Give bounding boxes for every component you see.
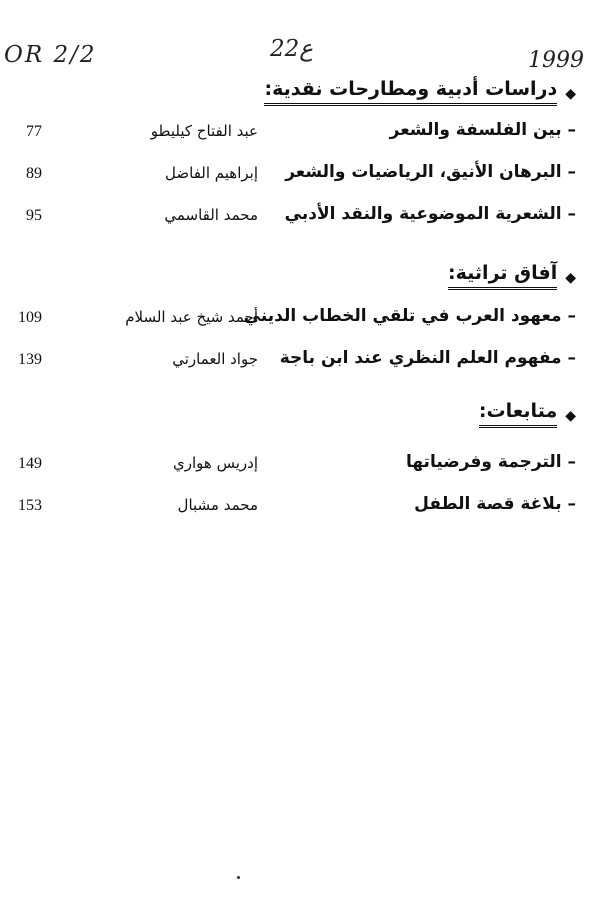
- section-heading-literary-studies: [264, 78, 576, 106]
- toc-entry[interactable]: [0, 204, 604, 234]
- entry-author: جواد العمارتي: [172, 350, 258, 368]
- entry-author: إبراهيم الفاضل: [165, 164, 258, 182]
- entry-author: محمد مشبال: [177, 496, 258, 514]
- entry-title: – بين الفلسفة والشعر: [389, 120, 576, 140]
- section-title: آفاق تراثية:: [448, 262, 557, 290]
- section-title: دراسات أدبية ومطارحات نقدية:: [264, 78, 557, 106]
- handwritten-ref-left: OR 2/2: [4, 42, 97, 68]
- entry-title: – الترجمة وفرضياتها: [405, 452, 576, 472]
- entry-author: عبد الفتاح كيليطو: [150, 122, 258, 140]
- section-heading-follow-ups: [479, 400, 576, 428]
- diamond-bullet-icon: ◆: [565, 408, 576, 424]
- toc-entry[interactable]: [0, 120, 604, 150]
- scan-speck: [237, 876, 240, 879]
- entry-title: – معهود العرب في تلقي الخطاب الديني: [243, 306, 576, 326]
- entry-page-number: 149: [18, 455, 42, 472]
- entry-page-number: 89: [26, 165, 42, 182]
- entry-title: – مفهوم العلم النظري عند ابن باجة: [279, 348, 576, 368]
- toc-entry[interactable]: [0, 494, 604, 524]
- entry-page-number: 95: [26, 207, 42, 224]
- handwritten-year: 1999: [528, 48, 584, 73]
- handwritten-ref-center: 22ع: [270, 36, 314, 62]
- entry-title: – بلاغة قصة الطفل: [414, 494, 576, 514]
- entry-page-number: 109: [18, 309, 42, 326]
- entry-author: أحمد شيخ عبد السلام: [125, 308, 258, 326]
- entry-author: محمد القاسمي: [164, 206, 258, 224]
- section-heading-heritage: [448, 262, 576, 290]
- diamond-bullet-icon: ◆: [565, 86, 576, 102]
- diamond-bullet-icon: ◆: [565, 270, 576, 286]
- toc-entry[interactable]: [0, 452, 604, 482]
- entry-title: – الشعرية الموضوعية والنقد الأدبي: [284, 204, 576, 224]
- entry-title: – البرهان الأنيق، الرياضيات والشعر: [285, 162, 576, 182]
- toc-entry[interactable]: [0, 306, 604, 336]
- toc-entry[interactable]: [0, 348, 604, 378]
- entry-page-number: 139: [18, 351, 42, 368]
- entry-author: إدريس هواري: [173, 454, 258, 472]
- entry-page-number: 153: [18, 497, 42, 514]
- section-title: متابعات:: [479, 400, 557, 428]
- toc-entry[interactable]: [0, 162, 604, 192]
- entry-page-number: 77: [26, 123, 42, 140]
